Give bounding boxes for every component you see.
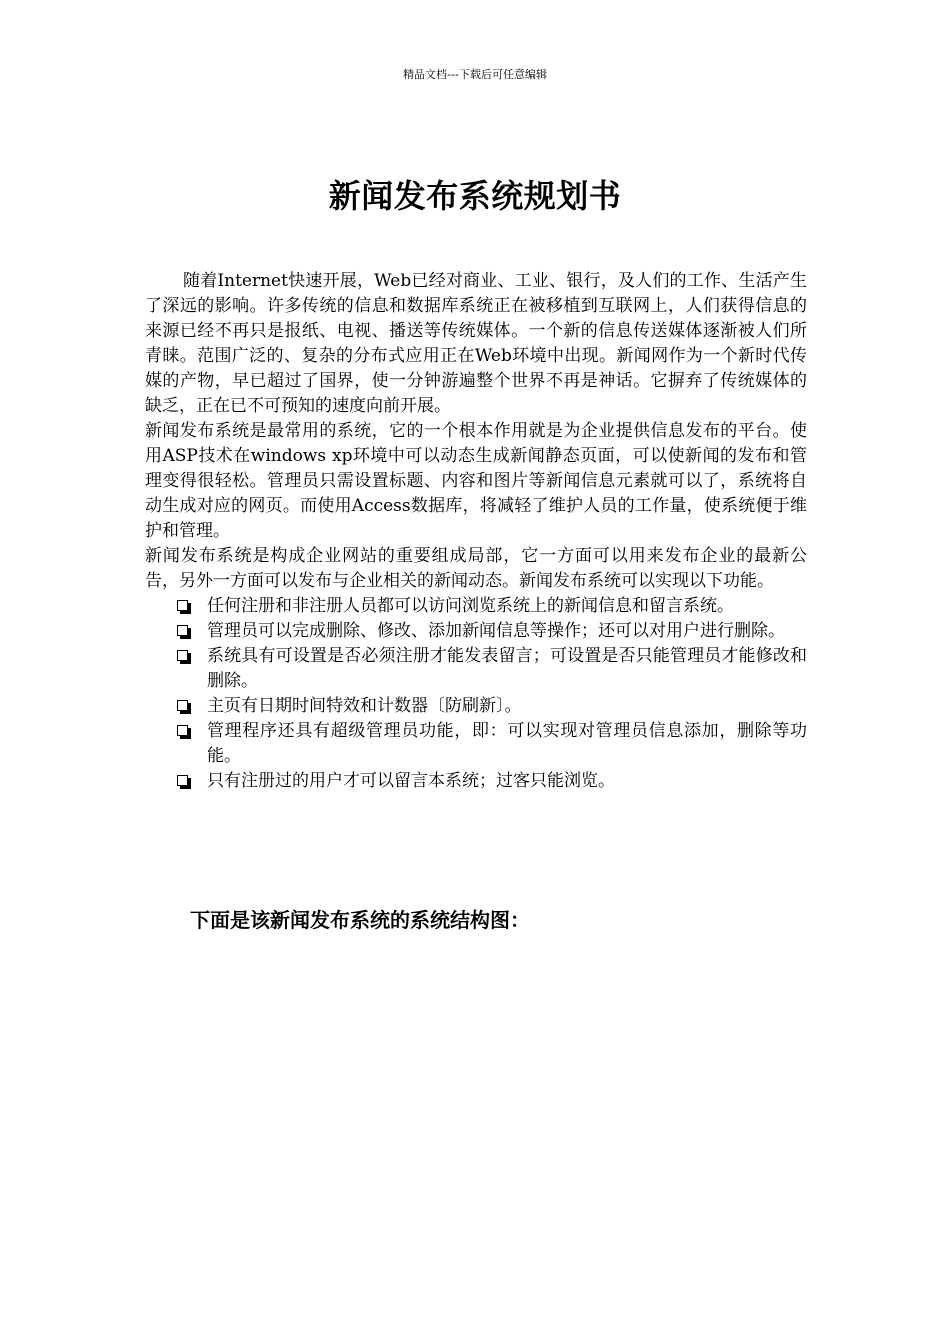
paragraph-system-role: 新闻发布系统是最常用的系统，它的一个根本作用就是为企业提供信息发布的平台。使用ASP技术在windows xp环境中可以动态生成新闻静态页面，可以使新闻的发布和管理变得很轻松。管理员只需设置标题、内容和图片等新闻信息元素就可以了，系统将自动生成对应的网页。而使用Access数据库，将减轻了维护人员的工作量，使系统便于维护和管理。 bbox=[145, 421, 807, 541]
list-item bbox=[207, 719, 807, 769]
checkbox-bullet-icon bbox=[177, 650, 188, 661]
checkbox-bullet-icon bbox=[177, 725, 188, 736]
checkbox-bullet-icon bbox=[177, 600, 188, 611]
list-item bbox=[207, 644, 807, 694]
header-note: 精品文档---下载后可任意编辑 bbox=[403, 68, 547, 81]
feature-text: 系统具有可设置是否必须注册才能发表留言；可设置是否只能管理员才能修改和删除。 bbox=[207, 646, 807, 691]
paragraph-intro: 随着Internet快速开展，Web已经对商业、工业、银行，及人们的工作、生活产生了深远的影响。许多传统的信息和数据库系统正在被移植到互联网上，人们获得信息的来源已经不再只是报纸、电视、播送等传统媒体。一个新的信息传送媒体逐渐被人们所青睐。范围广泛的、复杂的分布式应用正在Web环境中出现。新闻网作为一个新时代传媒的产物，早已超过了国界，使一分钟游遍整个世界不再是神话。它摒弃了传统媒体的缺乏，正在已不可预知的速度向前开展。 bbox=[145, 271, 807, 416]
feature-list bbox=[145, 594, 807, 794]
checkbox-bullet-icon bbox=[177, 700, 188, 711]
feature-text: 主页有日期时间特效和计数器〔防刷新〕。 bbox=[207, 696, 522, 716]
section-heading: 下面是该新闻发布系统的系统结构图： bbox=[190, 908, 530, 932]
list-item bbox=[207, 594, 807, 619]
paragraph-features-intro: 新闻发布系统是构成企业网站的重要组成局部，它一方面可以用来发布企业的最新公告，另外一方面可以发布与企业相关的新闻动态。新闻发布系统可以实现以下功能。 bbox=[145, 546, 807, 591]
checkbox-bullet-icon bbox=[177, 775, 188, 786]
list-item bbox=[207, 769, 807, 794]
feature-text: 只有注册过的用户才可以留言本系统；过客只能浏览。 bbox=[207, 771, 615, 791]
feature-text: 管理程序还具有超级管理员功能，即：可以实现对管理员信息添加，删除等功能。 bbox=[207, 721, 807, 766]
feature-text: 管理员可以完成删除、修改、添加新闻信息等操作；还可以对用户进行删除。 bbox=[207, 621, 785, 641]
document-body bbox=[145, 269, 807, 794]
list-item bbox=[207, 694, 807, 719]
list-item bbox=[207, 619, 807, 644]
feature-text: 任何注册和非注册人员都可以访问浏览系统上的新闻信息和留言系统。 bbox=[207, 596, 734, 616]
document-title: 新闻发布系统规划书 bbox=[328, 177, 622, 215]
checkbox-bullet-icon bbox=[177, 625, 188, 636]
